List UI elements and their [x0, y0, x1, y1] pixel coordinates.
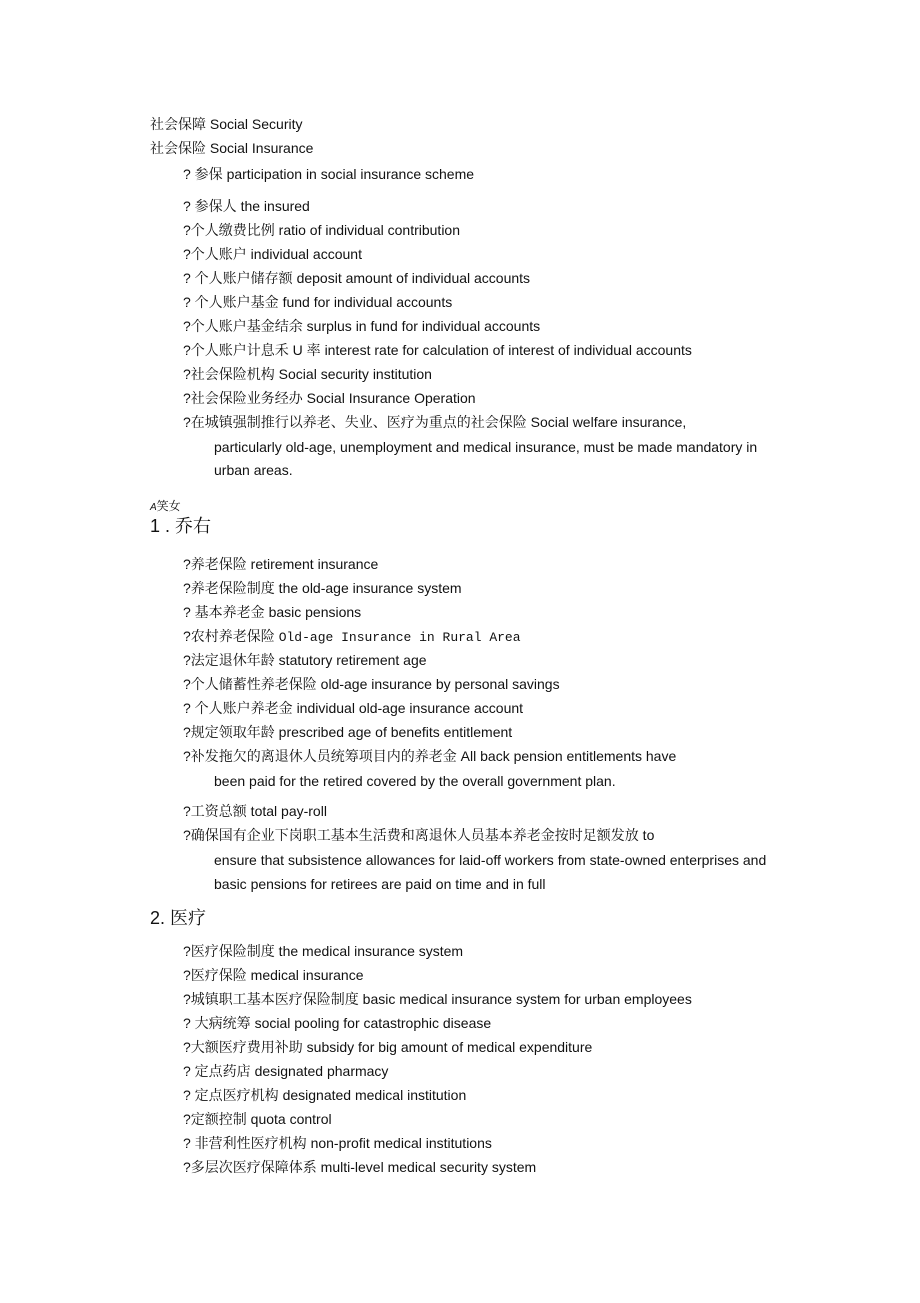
list-item-continuation: basic pensions for retirees are paid on time and in full	[214, 876, 546, 892]
list-item: ?确保国有企业下岗职工基本生活费和离退休人员基本养老金按时足额发放 to	[183, 827, 655, 843]
list-item: ?医疗保险 medical insurance	[183, 967, 364, 983]
list-item: ? 参保人 the insured	[183, 198, 310, 214]
list-item: ?养老保险制度 the old-age insurance system	[183, 580, 462, 596]
section-heading-medical: 2. 医疗	[150, 908, 207, 928]
list-item-continuation: urban areas.	[214, 462, 293, 478]
list-item-continuation: been paid for the retired covered by the overall government plan.	[214, 773, 616, 789]
list-item: ?多层次医疗保障体系 multi-level medical security system	[183, 1159, 537, 1175]
list-item: ? 参保 participation in social insurance scheme	[183, 166, 475, 182]
list-item: ?定额控制 quota control	[183, 1111, 332, 1127]
list-item: ?在城镇强制推行以养老、失业、医疗为重点的社会保险 Social welfare insurance,	[183, 414, 687, 430]
list-item: ? 基本养老金 basic pensions	[183, 604, 362, 620]
list-item: ? 个人账户养老金 individual old-age insurance account	[183, 700, 524, 716]
list-item: ?个人账户计息禾 U 率 interest rate for calculation of interest of individual accounts	[183, 342, 692, 358]
list-item: ? 个人账户储存额 deposit amount of individual accounts	[183, 270, 531, 286]
section-marker	[150, 497, 181, 517]
list-item: ?规定领取年龄 prescribed age of benefits entitlement	[183, 724, 513, 740]
list-item: ?个人缴费比例 ratio of individual contribution	[183, 222, 461, 238]
list-item: ?社会保险机构 Social security institution	[183, 366, 432, 382]
list-item-continuation: ensure that subsistence allowances for laid-off workers from state-owned enterprises and	[214, 852, 767, 868]
list-item: ? 大病统筹 social pooling for catastrophic disease	[183, 1015, 492, 1031]
list-item: ? 定点药店 designated pharmacy	[183, 1063, 389, 1079]
list-item: ?医疗保险制度 the medical insurance system	[183, 943, 464, 959]
section-heading-pension: 1 . 乔右	[150, 516, 212, 536]
list-item: ? 非营利性医疗机构 non-profit medical institutions	[183, 1135, 492, 1151]
list-item-cn: ?农村养老保险	[183, 628, 279, 644]
section-marker-text: 笑女	[156, 499, 181, 513]
list-item-continuation: particularly old-age, unemployment and medical insurance, must be made mandatory in	[214, 439, 758, 455]
list-item: ?社会保险业务经办 Social Insurance Operation	[183, 390, 476, 406]
list-item-en: Old-age Insurance in Rural Area	[278, 630, 521, 645]
list-item: ?补发拖欠的离退休人员统筹项目内的养老金 All back pension entitlements have	[183, 748, 677, 764]
list-item: ?养老保险 retirement insurance	[183, 556, 379, 572]
heading-social-insurance: 社会保险 Social Insurance	[150, 140, 314, 156]
list-item: ?个人账户 individual account	[183, 246, 362, 262]
list-item: ? 个人账户基金 fund for individual accounts	[183, 294, 453, 310]
list-item: ?工资总额 total pay-roll	[183, 803, 327, 819]
list-item: ?个人账户基金结余 surplus in fund for individual accounts	[183, 318, 541, 334]
section-marker-prefix: A	[150, 502, 157, 513]
heading-social-security: 社会保障 Social Security	[150, 116, 303, 132]
list-item	[183, 627, 521, 647]
list-item: ?大额医疗费用补助 subsidy for big amount of medical expenditure	[183, 1039, 593, 1055]
list-item: ? 定点医疗机构 designated medical institution	[183, 1087, 467, 1103]
list-item: ?个人储蓄性养老保险 old-age insurance by personal savings	[183, 676, 560, 692]
list-item: ?法定退休年龄 statutory retirement age	[183, 652, 427, 668]
list-item: ?城镇职工基本医疗保险制度 basic medical insurance system for urban employees	[183, 991, 692, 1007]
